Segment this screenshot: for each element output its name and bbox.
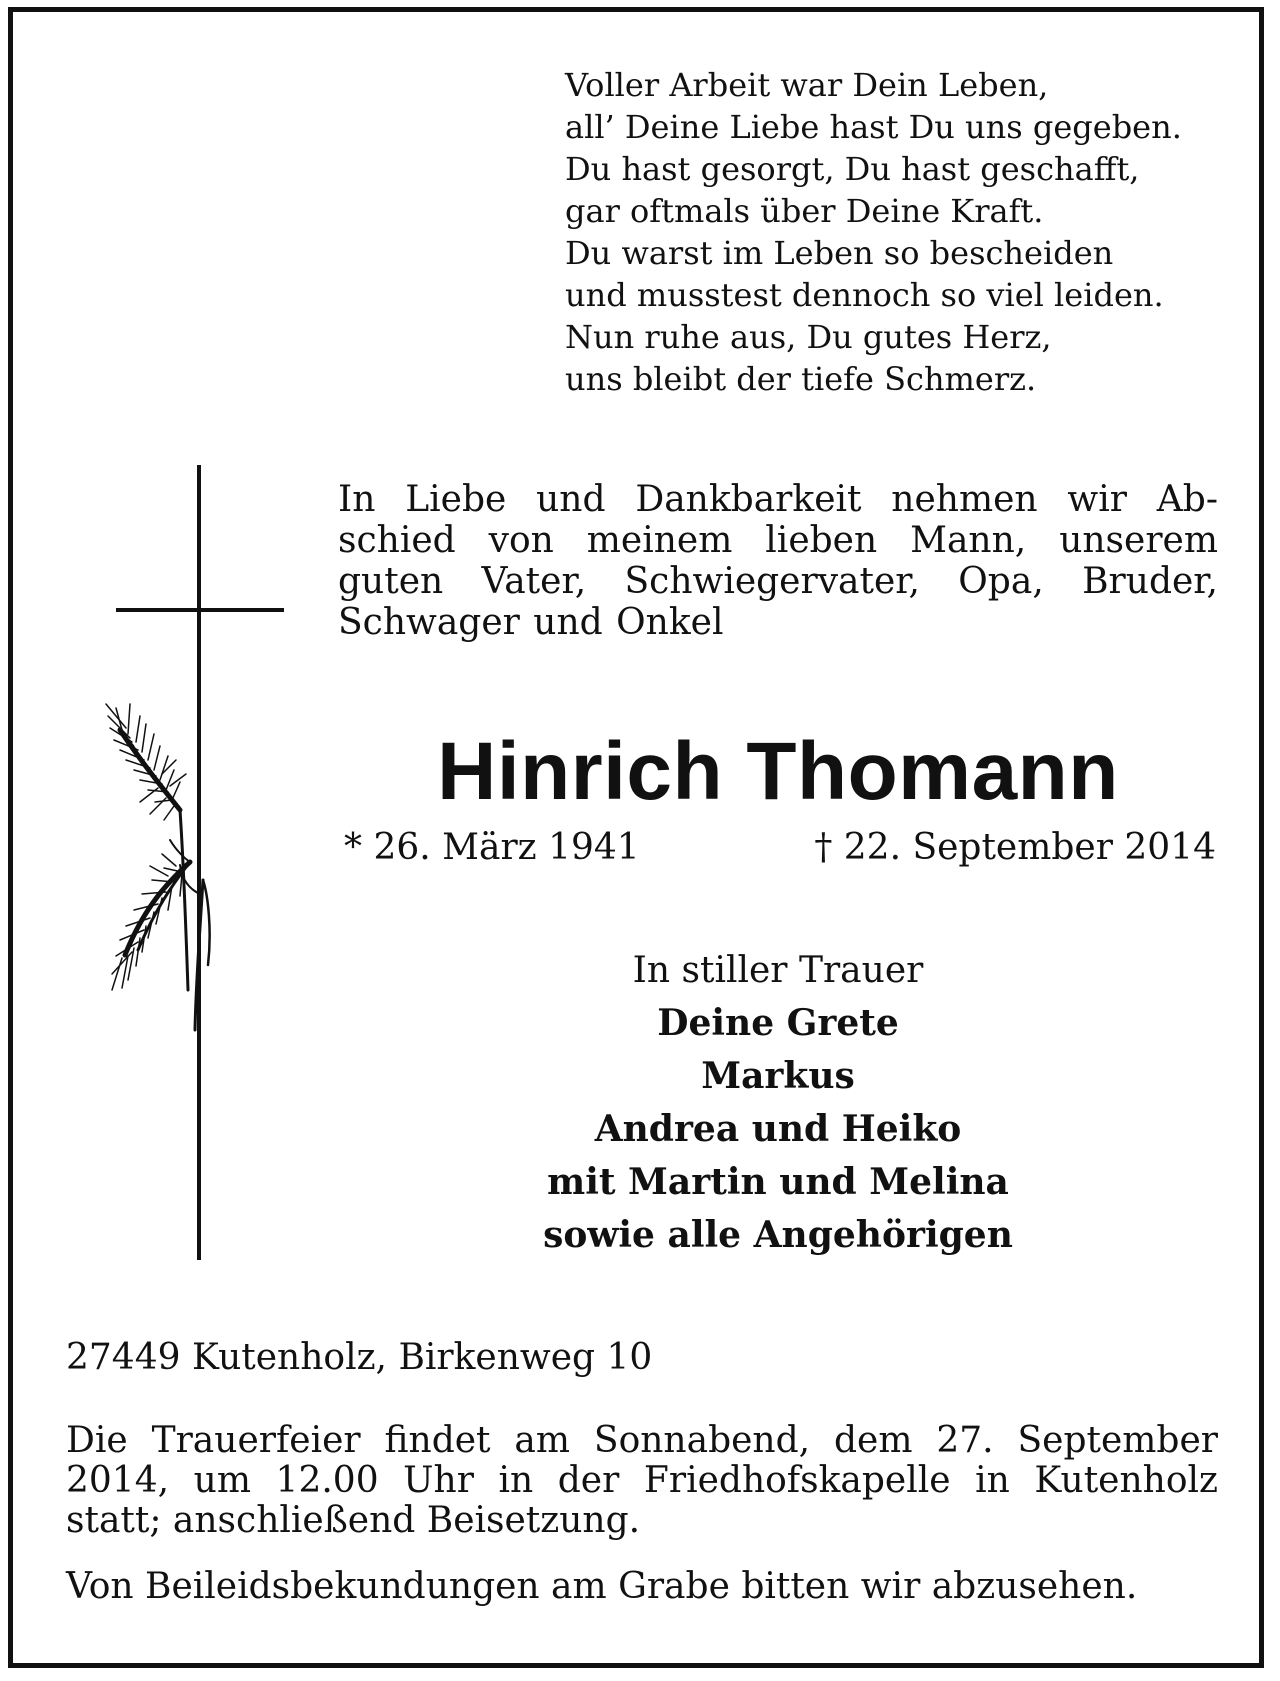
- poem-line: uns bleibt der tiefe Schmerz.: [565, 360, 1037, 398]
- poem-line: Du hast gesorgt, Du hast geschafft,: [565, 150, 1140, 188]
- mourner-name: mit Martin und Melina: [547, 1161, 1009, 1203]
- mourner-name: sowie alle Angehörigen: [543, 1214, 1013, 1256]
- mourner-name: Andrea und Heiko: [594, 1108, 962, 1150]
- condolence-note: Von Beileidsbekundungen am Grabe bitten wir abzusehen.: [66, 1566, 1138, 1607]
- wheat-icon: [100, 690, 230, 1035]
- poem-line: und musstest dennoch so viel leiden.: [565, 276, 1164, 314]
- poem-line: Voller Arbeit war Dein Leben,: [565, 66, 1049, 104]
- life-dates: [344, 826, 1216, 870]
- mourner-name: Deine Grete: [657, 1002, 899, 1044]
- funeral-line: statt; anschließend Beisetzung.: [66, 1500, 641, 1541]
- poem-line: Du warst im Leben so bescheiden: [565, 234, 1114, 272]
- funeral-line: 2014, um 12.00 Uhr in der Friedhofskapelle in Kutenholz: [66, 1460, 1218, 1501]
- funeral-info: [66, 1421, 1218, 1541]
- birth-date: * 26. März 1941: [344, 827, 640, 868]
- mourner-name: Markus: [701, 1055, 855, 1097]
- intro-text: In Liebe und Dankbarkeit nehmen wir Abschied von meinem lieben Mann, unserem guten Vater, Schwiegervater, Opa, Bruder, Schwager und Onkel: [338, 479, 1218, 643]
- cross-horizontal-bar: [116, 608, 284, 612]
- funeral-line: Die Trauerfeier findet am Sonnabend, dem 27. September: [66, 1420, 1218, 1461]
- address: 27449 Kutenholz, Birkenweg 10: [66, 1337, 653, 1378]
- poem-line: gar oftmals über Deine Kraft.: [565, 192, 1044, 230]
- deceased-name: Hinrich Thomann: [437, 726, 1119, 817]
- mourners-heading: In stiller Trauer: [632, 950, 924, 991]
- poem-line: Nun ruhe aus, Du gutes Herz,: [565, 318, 1052, 356]
- mourners: [338, 945, 1218, 1262]
- poem: [565, 64, 1182, 400]
- poem-line: all’ Deine Liebe hast Du uns gegeben.: [565, 108, 1182, 146]
- death-date: † 22. September 2014: [814, 827, 1216, 868]
